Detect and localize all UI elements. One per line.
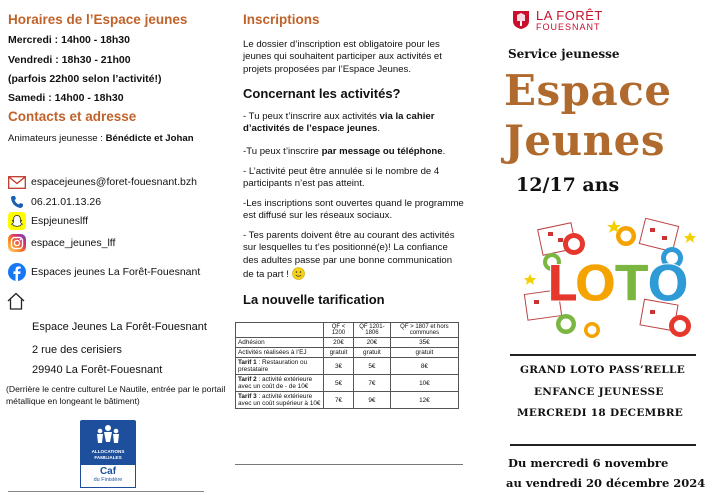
- table-cell: gratuit: [390, 348, 458, 358]
- table-header: QF < 1200: [324, 323, 354, 338]
- loto-letter: O: [646, 255, 688, 313]
- table-cell: Tarif 3 : activité extérieure avec un coût supérieur à 10€: [236, 392, 324, 409]
- event-line-3: MERCREDI 18 DECEMBRE: [517, 407, 684, 419]
- loto-word-text: [546, 255, 687, 313]
- hours-friday-note: (parfois 22h00 selon l’activité!): [8, 73, 162, 85]
- title-jeunes: Jeunes: [504, 116, 666, 165]
- snapchat-icon: [8, 213, 26, 229]
- table-row: [236, 338, 459, 348]
- caf-text-3: Caf: [99, 466, 117, 477]
- address-line-3: 29940 La Forêt-Fouesnant: [32, 364, 163, 376]
- table-cell: Tarif 1 : Restauration ou prestataire: [236, 358, 324, 375]
- table-cell: Activités réalisées à l’EJ: [236, 348, 324, 358]
- caf-text-4: du Finistère: [93, 477, 123, 483]
- activity-rule-2: -Tu peux t’inscrire par message ou téléphone.: [243, 146, 446, 157]
- table-row: [236, 358, 459, 375]
- table-header: QF > 1807 et hors communes: [390, 323, 458, 338]
- caf-text-2: FAMILIALES: [94, 454, 122, 460]
- home-icon: [6, 292, 26, 315]
- facebook-row[interactable]: [8, 264, 200, 280]
- event-line-2: ENFANCE JEUNESSE: [534, 386, 664, 398]
- snapchat-row[interactable]: [8, 213, 88, 229]
- activity-rule-4: -Les inscriptions sont ouvertes quand le programme est diffusé sur les réseaux sociaux.: [243, 198, 464, 222]
- phone-text[interactable]: 06.21.01.13.26: [31, 196, 102, 208]
- animators-line: [8, 133, 194, 145]
- table-row: [236, 348, 459, 358]
- table-header: QF 1201-1806: [354, 323, 391, 338]
- town-logo-line-1: LA FORÊT: [536, 8, 603, 23]
- table-cell: Adhésion: [236, 338, 324, 348]
- age-range: 12/17 ans: [516, 174, 620, 196]
- service-label: Service jeunesse: [508, 47, 620, 61]
- email-icon: [8, 174, 26, 190]
- table-cell: 7€: [324, 392, 354, 409]
- animators-names: Bénédicte et Johan: [105, 133, 194, 144]
- loto-letter: O: [574, 255, 615, 313]
- loto-letter: L: [546, 255, 575, 313]
- table-cell: 7€: [354, 375, 391, 392]
- facebook-text[interactable]: Espaces jeunes La Forêt-Fouesnant: [31, 266, 201, 278]
- instagram-icon: [8, 235, 26, 251]
- table-cell: 9€: [354, 392, 391, 409]
- table-cell: Tarif 2 : activité extérieure avec un coût de - de 10€: [236, 375, 324, 392]
- town-crest-icon: [512, 10, 530, 30]
- animators-label: Animateurs jeunesse :: [8, 133, 106, 144]
- hours-title: Horaires de l’Espace jeunes: [8, 12, 188, 27]
- table-cell: 12€: [390, 392, 458, 409]
- facebook-icon: [8, 264, 26, 280]
- table-cell: 20€: [354, 338, 391, 348]
- table-cell: 8€: [390, 358, 458, 375]
- tarif-title: La nouvelle tarification: [243, 292, 385, 307]
- activity-rule-5: - Tes parents doivent être au courant des activités sur lesquelles tu t’es positionné(e)! La confiance des adultes passe par une bonne communication de ta part !: [243, 230, 465, 284]
- email-row[interactable]: [8, 174, 197, 190]
- smiley-icon: [292, 267, 305, 284]
- inscriptions-text: Le dossier d’inscription est obligatoire pour les jeunes qui souhaitent participer aux activités et projets proposées par l’Espace Jeunes.: [243, 39, 442, 75]
- table-row: [236, 392, 459, 409]
- hours-wednesday: Mercredi : 14h00 - 18h30: [8, 34, 130, 46]
- table-cell: 35€: [390, 338, 458, 348]
- activity-rule-1: - Tu peux t’inscrire aux activités via la cahier d’activités de l’espace jeunes.: [243, 111, 435, 135]
- instagram-text[interactable]: espace_jeunes_lff: [31, 237, 116, 249]
- table-cell: 3€: [324, 358, 354, 375]
- town-logo-line-2: FOUESNANT: [536, 22, 601, 32]
- caf-text-1: ALLOCATIONS: [91, 449, 125, 454]
- address-note: (Derrière le centre culturel Le Nautile, entrée par le portail métallique en longeant le bâtiment): [6, 384, 226, 406]
- table-cell: 20€: [324, 338, 354, 348]
- table-cell: 5€: [354, 358, 391, 375]
- phone-icon: [8, 194, 26, 210]
- loto-word: [546, 255, 688, 313]
- phone-row[interactable]: [8, 194, 101, 210]
- dates-line-1: Du mercredi 6 novembre: [508, 456, 669, 470]
- divider: [8, 491, 204, 492]
- table-cell: gratuit: [354, 348, 391, 358]
- activity-rule-3: - L’activité peut être annulée si le nombre de 4 participants n’est pas atteint.: [243, 166, 440, 190]
- email-text[interactable]: espacejeunes@foret-fouesnant.bzh: [31, 176, 197, 188]
- caf-family-icon: [80, 422, 136, 450]
- divider: [510, 354, 696, 356]
- loto-letter: T: [614, 255, 647, 313]
- concern-title: Concernant les activités?: [243, 86, 401, 101]
- tarif-table: [235, 322, 459, 409]
- address-line-2: 2 rue des cerisiers: [32, 344, 122, 356]
- table-header-row: [236, 323, 459, 338]
- divider: [235, 464, 463, 465]
- left-panel: [0, 0, 228, 495]
- instagram-row[interactable]: [8, 235, 115, 251]
- table-cell: gratuit: [324, 348, 354, 358]
- table-header: [236, 323, 324, 338]
- hours-saturday: Samedi : 14h00 - 18h30: [8, 92, 124, 104]
- event-line-1: GRAND LOTO PASS’RELLE: [520, 364, 686, 376]
- snapchat-text[interactable]: Espjeuneslff: [31, 215, 89, 227]
- dates-line-2: au vendredi 20 décembre 2024: [506, 476, 706, 490]
- address-line-1: Espace Jeunes La Forêt-Fouesnant: [32, 321, 207, 333]
- table-row: [236, 375, 459, 392]
- table-cell: 5€: [324, 375, 354, 392]
- title-espace: Espace: [504, 66, 672, 115]
- loto-illustration: [522, 218, 702, 344]
- hours-friday: Vendredi : 18h30 - 21h00: [8, 54, 131, 66]
- contacts-title: Contacts et adresse: [8, 109, 137, 124]
- divider: [510, 444, 696, 446]
- table-cell: 10€: [390, 375, 458, 392]
- caf-logo: [80, 420, 136, 488]
- inscriptions-title: Inscriptions: [243, 12, 320, 27]
